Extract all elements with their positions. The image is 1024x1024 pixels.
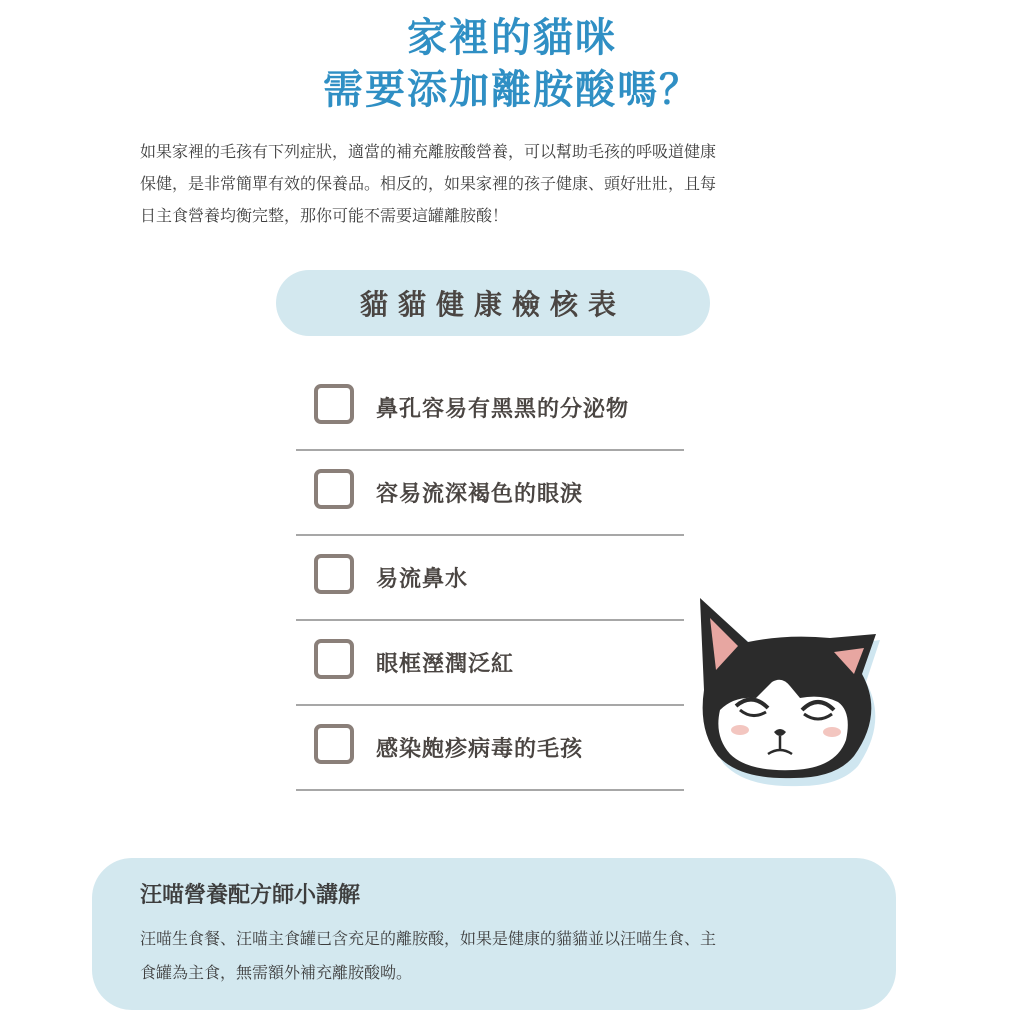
checklist-item[interactable] [296,536,684,621]
tip-body [140,922,860,990]
checklist-item-label: 鼻孔容易有黑黑的分泌物 [376,397,630,422]
cat-illustration [690,590,890,790]
tip-box [92,858,896,1010]
page-title-line-2: 需要添加離胺酸嗎？ [323,67,701,113]
checklist-heading: 貓貓健康檢核表 [276,270,710,336]
checkbox[interactable] [314,554,354,594]
checklist-item[interactable] [296,706,684,791]
checklist-item-label: 易流鼻水 [376,567,469,592]
checklist-item-label: 感染皰疹病毒的毛孩 [376,737,584,762]
checkbox[interactable] [314,384,354,424]
intro-line: 保健，是非常簡單有效的保養品。相反的，如果家裡的孩子健康、頭好壯壯，且每 [140,174,717,193]
checkbox[interactable] [314,724,354,764]
checklist-item-label: 容易流深褐色的眼淚 [376,482,584,507]
checklist-item[interactable] [296,451,684,536]
checklist-item[interactable] [296,366,684,451]
checkbox[interactable] [314,639,354,679]
checkbox[interactable] [314,469,354,509]
checklist-item-label: 眼框溼潤泛紅 [376,652,515,677]
page-title-line-1: 家裡的貓咪 [407,15,617,61]
tip-title: 汪喵營養配方師小講解 [140,883,361,908]
checklist [296,366,684,791]
intro-line: 日主食營養均衡完整，那你可能不需要這罐離胺酸！ [140,206,509,225]
intro-line: 如果家裡的毛孩有下列症狀，適當的補充離胺酸營養，可以幫助毛孩的呼吸道健康 [140,142,717,161]
tip-line: 食罐為主食，無需額外補充離胺酸呦。 [140,963,413,982]
intro-paragraph [140,136,860,232]
tip-line: 汪喵生食餐、汪喵主食罐已含充足的離胺酸，如果是健康的貓貓並以汪喵生食、主 [140,929,717,948]
checklist-item[interactable] [296,621,684,706]
